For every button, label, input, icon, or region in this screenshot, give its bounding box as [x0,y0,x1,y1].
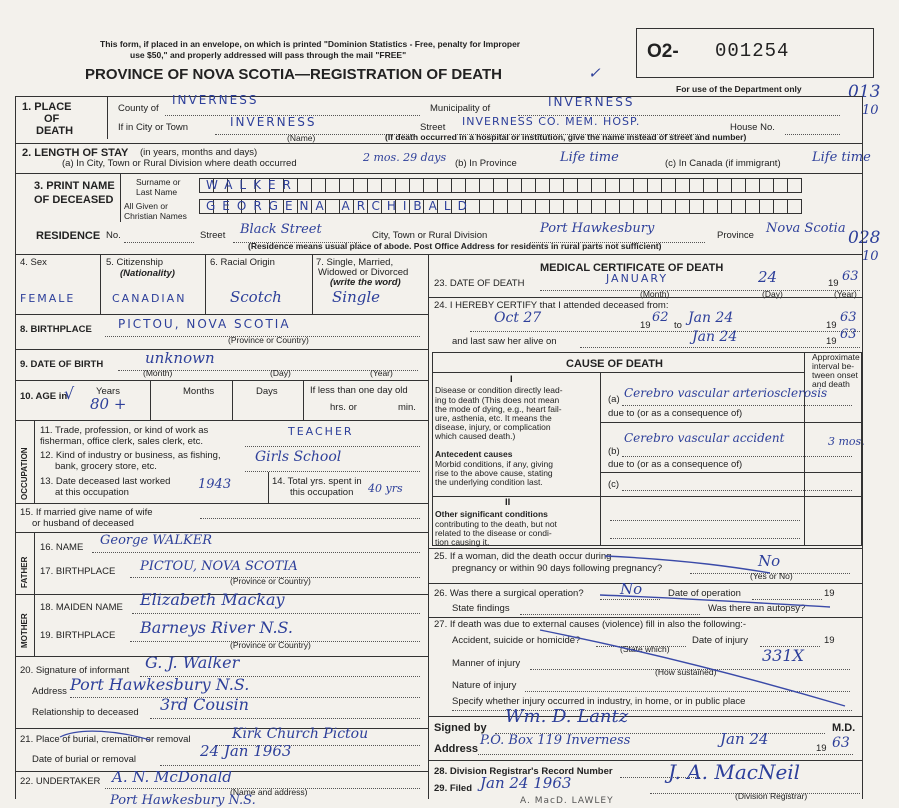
certify-label: 24. I HEREBY CERTIFY that I attended deceased from: [434,300,669,311]
citizenship-label-2: (Nationality) [120,268,175,279]
mother-maiden-name-label: 18. MAIDEN NAME [40,602,123,613]
mother-birthplace-label: 19. BIRTHPLACE [40,630,116,641]
father-birthplace-value[interactable]: PICTOU, NOVA SCOTIA [140,559,298,574]
informant-signature-label: 20. Signature of informant [20,665,130,676]
other-conditions-label-4: tion causing it. [435,537,490,547]
signature-year-value[interactable]: 63 [832,735,850,751]
age-months-label: Months [183,386,215,397]
department-code-1b: 10 [862,103,879,118]
form-number-prefix: O2- [647,41,679,62]
residence-street-label: Street [200,230,226,241]
registrar-caption: (Division Registrar) [735,791,808,801]
state-which-caption: (State which) [620,644,670,654]
informant-address-label: Address [32,686,67,697]
signed-by-label: Signed by [434,722,487,734]
mother-province-caption: (Province or Country) [230,640,311,650]
cause-a-due-to: due to (or as a consequence of) [608,408,743,419]
hours-label: hrs. or [330,402,357,413]
birthplace-label: 8. BIRTHPLACE [20,324,92,335]
municipality-label: Municipality of [430,103,491,114]
record-number-label: 28. Division Registrar's Record Number [434,766,613,777]
bottom-stamp-note: A. MacD. LAWLEY [520,796,614,806]
last-saw-alive-label: and last saw her alive on [452,336,557,347]
operation-date-label: Date of operation [668,588,741,599]
dob-year-caption: (Year) [370,368,393,378]
burial-place-label: 21. Place of burial, cremation or removal [20,734,191,745]
stay-canada-label: (c) In Canada (if immigrant) [665,158,781,169]
racial-origin-label: 6. Racial Origin [210,257,275,268]
mailing-notice-line2: use $50," and properly addressed will pass through the mail "FREE" [130,50,407,60]
surname-label-1: Surname or [136,177,181,187]
date-of-birth-label: 9. DATE OF BIRTH [20,359,104,370]
physician-signature[interactable]: Wm. D. Lantz [505,706,629,727]
county-label: County of [118,103,159,114]
signature-date-value[interactable]: Jan 24 [720,730,769,748]
industry-label-1: 12. Kind of industry or business, as fishing, [40,450,221,461]
dob-month-caption: (Month) [143,368,173,378]
attended-to-value[interactable]: Jan 24 [688,310,734,326]
mother-side-label: MOTHER [20,613,29,648]
disease-label-1: Disease or condition directly lead- [435,385,563,395]
last-saw-alive-value[interactable]: Jan 24 [692,329,738,345]
injury-location-label: Specify whether injury occurred in industry, in home, or in public place [452,696,746,707]
marital-status-label-3: (write the word) [330,277,401,288]
hospital-note: (If death occurred in a hospital or institution, give the name instead of street and number) [385,132,747,142]
relationship-label: Relationship to deceased [32,707,139,718]
birthplace-value[interactable]: PICTOU, NOVA SCOTIA [118,317,291,331]
marital-status-label-2: Widowed or Divorced [318,267,409,278]
city-or-town-label: If in City or Town [118,122,189,133]
total-years-label-2: this occupation [290,487,354,498]
given-names-label-2: Christian Names [124,211,187,221]
residence-city-value[interactable]: Port Hawkesbury [540,221,655,236]
department-code-2b: 10 [862,249,879,264]
cause-b-label: (b) [608,446,620,457]
undertaker-caption: (Name and address) [230,787,308,797]
father-name-value[interactable]: George WALKER [100,533,212,548]
racial-origin-value[interactable]: Scotch [230,288,282,306]
father-province-caption: (Province or Country) [230,576,311,586]
pregnancy-question-1: 25. If a woman, did the death occur during [434,551,612,562]
death-year-value[interactable]: 63 [842,269,859,284]
md-suffix: M.D. [832,722,856,734]
other-conditions-label-1: Other significant conditions [435,509,548,519]
date-of-birth-value[interactable]: unknown [145,349,215,367]
residence-street-value[interactable]: Black Street [240,222,322,237]
industry-value[interactable]: Girls School [255,449,342,465]
filed-label: 29. Filed [434,783,473,794]
physician-address-label: Address [434,743,479,755]
age-days-label: Days [256,386,278,397]
last-saw-year[interactable]: 63 [840,327,857,342]
pregnancy-question-2: pregnancy or within 90 days following pregnancy? [452,563,663,574]
attended-from-value[interactable]: Oct 27 [494,310,542,326]
residence-province-label: Province [717,230,754,241]
age-label: 10. AGE in [20,391,68,402]
injury-date-prefix: 19 [824,635,835,646]
cause-a-label: (a) [608,394,620,405]
department-code-2: 028 [848,228,881,248]
findings-label: State findings [452,603,510,614]
injury-date-label: Date of injury [692,635,748,646]
part-one-roman: I [510,374,513,385]
death-year-caption: (Year) [834,289,857,299]
spouse-label-2: or husband of deceased [32,518,134,529]
antecedent-label-1: Antecedent causes [435,449,513,459]
undertaker-value[interactable]: A. N. McDonald [112,768,232,786]
father-name-label: 16. NAME [40,542,84,553]
length-of-stay-units: (in years, months and days) [140,147,258,158]
spouse-label-1: 15. If married give name of wife [20,507,153,518]
death-year-prefix: 19 [828,278,839,289]
department-use-label: For use of the Department only [676,84,802,94]
age-years-value[interactable]: 80 + [90,395,127,413]
antecedent-label-3: rise to the above cause, stating [435,468,553,478]
disease-label-5: disease, injury, or complication [435,422,551,432]
last-saw-prefix: 19 [826,336,837,347]
death-day-value[interactable]: 24 [758,268,778,286]
interval-label-2: interval be- [812,361,855,371]
cause-of-death-heading: CAUSE OF DEATH [566,358,663,370]
length-of-stay-label: 2. LENGTH OF STAY [22,147,129,159]
city-or-town-value[interactable]: INVERNESS [230,115,317,129]
citizenship-label-1: 5. Citizenship [106,257,164,268]
antecedent-label-4: the underlying condition last. [435,477,543,487]
cause-a-value[interactable]: Cerebro vascular arteriosclerosis [624,386,828,400]
burial-place-value[interactable]: Kirk Church Pictou [232,726,369,742]
stay-city-value[interactable]: 2 mos. 29 days [363,151,447,164]
trade-label-1: 11. Trade, profession, or kind of work as [40,425,209,436]
relationship-value[interactable]: 3rd Cousin [160,695,249,714]
age-check-mark: √ [64,384,75,403]
cause-b-due-to: due to (or as a consequence of) [608,459,743,470]
cause-b-interval[interactable]: 3 mos. [828,435,865,448]
residence-province-value[interactable]: Nova Scotia [766,221,846,236]
department-code-1: 013 [848,82,881,102]
occupation-side-label: OCCUPATION [20,447,29,500]
surgical-operation-answer[interactable]: No [620,580,643,598]
given-names-label-1: All Given or [124,201,168,211]
surname-label-2: Last Name [136,187,178,197]
classification-code[interactable]: 331X [762,646,804,665]
mother-maiden-name-value[interactable]: Elizabeth Mackay [140,590,285,609]
birthplace-province-caption: (Province or Country) [228,335,309,345]
sex-value[interactable]: FEMALE [20,292,76,305]
burial-date-label: Date of burial or removal [32,754,137,765]
external-causes-label: 27. If death was due to external causes (violence) fill in also the following:- [434,619,747,630]
surgical-operation-question: 26. Was there a surgical operation? [434,588,584,599]
form-serial-number: 001254 [715,40,790,62]
cause-c-label: (c) [608,479,620,490]
residence-city-label: City, Town or Rural Division [372,230,488,241]
residence-label: RESIDENCE [36,230,101,242]
accident-label: Accident, suicide or homicide? [452,635,581,646]
last-worked-label-2: at this occupation [55,487,129,498]
citizenship-value[interactable]: CANADIAN [112,292,187,305]
print-name-label-1: 3. PRINT NAME [34,180,115,192]
residence-number-label: No. [106,230,121,241]
marital-status-value[interactable]: Single [332,288,381,306]
burial-date-value[interactable]: 24 Jan 1963 [200,742,292,760]
date-of-death-label: 23. DATE OF DEATH [434,278,525,289]
other-conditions-label-2: contributing to the death, but not [435,519,557,529]
sex-label: 4. Sex [20,257,47,268]
mother-birthplace-value[interactable]: Barneys River N.S. [140,618,293,637]
pregnancy-yes-no-caption: (Yes or No) [750,571,793,581]
operation-date-prefix: 19 [824,588,835,599]
disease-label-4: ure, asthenia, etc. It means the [435,413,552,423]
medical-certificate-heading: MEDICAL CERTIFICATE OF DEATH [540,262,724,274]
age-years-label: Years [96,386,120,397]
county-value[interactable]: INVERNESS [172,93,259,107]
pregnancy-answer[interactable]: No [758,552,781,570]
given-names-value[interactable]: GEORGENA ARCHIBALD [206,199,474,213]
form-title: PROVINCE OF NOVA SCOTIA—REGISTRATION OF DEATH [85,66,502,83]
how-sustained-caption: (How sustained) [655,667,717,677]
trade-label-2: fisherman, office clerk, sales clerk, etc. [40,436,203,447]
physician-address-value[interactable]: P.O. Box 119 Inverness [480,733,631,748]
informant-address-value[interactable]: Port Hawkesbury N.S. [70,675,250,694]
other-conditions-label-3: related to the disease or condi- [435,528,552,538]
name-caption: (Name) [287,133,316,143]
death-month-caption: (Month) [640,289,670,299]
registrar-signature[interactable]: J. A. MacNeil [668,760,801,784]
total-years-label-1: 14. Total yrs. spent in [272,476,362,487]
municipality-value[interactable]: INVERNESS [548,95,635,109]
father-birthplace-label: 17. BIRTHPLACE [40,566,116,577]
industry-label-2: bank, grocery store, etc. [55,461,157,472]
cause-b-value[interactable]: Cerebro vascular accident [624,431,785,445]
stay-canada-value[interactable]: Life time [812,150,871,165]
attended-to-prefix: 19 [826,320,837,331]
attended-to-year[interactable]: 63 [840,310,857,325]
house-number-label: House No. [730,122,775,133]
undertaker-label: 22. UNDERTAKER [20,776,101,787]
signature-year-prefix: 19 [816,743,827,754]
residence-note: (Residence means usual place of abode. Post Office Address for residents in rural parts not sufficient) [248,241,662,251]
attended-to-label: to [674,320,682,331]
manner-of-injury-label: Manner of injury [452,658,521,669]
attended-from-prefix: 19 [640,320,651,331]
street-value[interactable]: INVERNESS CO. MEM. HOSP. [462,115,641,128]
place-of-death-label-a: 1. PLACE [22,101,72,113]
place-of-death-label-b: OF [44,113,60,125]
stay-province-value[interactable]: Life time [560,150,619,165]
autopsy-question: Was there an autopsy? [708,603,806,614]
filed-date-value[interactable]: Jan 24 1963 [480,774,572,792]
interval-label-3: tween onset [812,370,858,380]
place-of-death-label-c: DEATH [36,125,74,137]
minutes-label: min. [398,402,416,413]
surname-value[interactable]: WALKER [206,178,298,192]
street-label: Street [420,122,446,133]
part-two-roman: II [505,497,511,508]
mailing-notice-line1: This form, if placed in an envelope, on which is printed "Dominion Statistics - Free, penalty for Improper [100,39,521,49]
print-name-label-2: OF DECEASED [34,194,114,206]
under-one-day-label: If less than one day old [310,385,408,396]
last-worked-label-1: 13. Date deceased last worked [40,476,171,487]
dob-day-caption: (Day) [270,368,291,378]
interval-label-4: and death [812,379,850,389]
last-worked-value[interactable]: 1943 [198,477,232,492]
disease-label-6: which caused death.) [435,431,516,441]
death-day-caption: (Day) [762,289,783,299]
title-check-mark: ✓ [588,64,601,82]
death-month-value[interactable]: JANUARY [606,272,669,285]
informant-signature-value[interactable]: G. J. Walker [145,653,240,672]
father-side-label: FATHER [20,556,29,588]
stay-city-label: (a) In City, Town or Rural Division where death occurred [62,158,297,169]
disease-label-2: ing to death (This does not mean [435,395,560,405]
attended-from-year[interactable]: 62 [652,310,669,325]
disease-label-3: the mode of dying, e.g., heart fail- [435,404,562,414]
total-years-value[interactable]: 40 yrs [368,482,403,495]
undertaker-address-value[interactable]: Port Hawkesbury N.S. [110,793,256,808]
interval-label-1: Approximate [812,352,860,362]
trade-value[interactable]: TEACHER [288,425,354,438]
marital-status-label-1: 7. Single, Married, [316,257,394,268]
stay-province-label: (b) In Province [455,158,517,169]
nature-of-injury-label: Nature of injury [452,680,517,691]
antecedent-label-2: Morbid conditions, if any, giving [435,459,553,469]
